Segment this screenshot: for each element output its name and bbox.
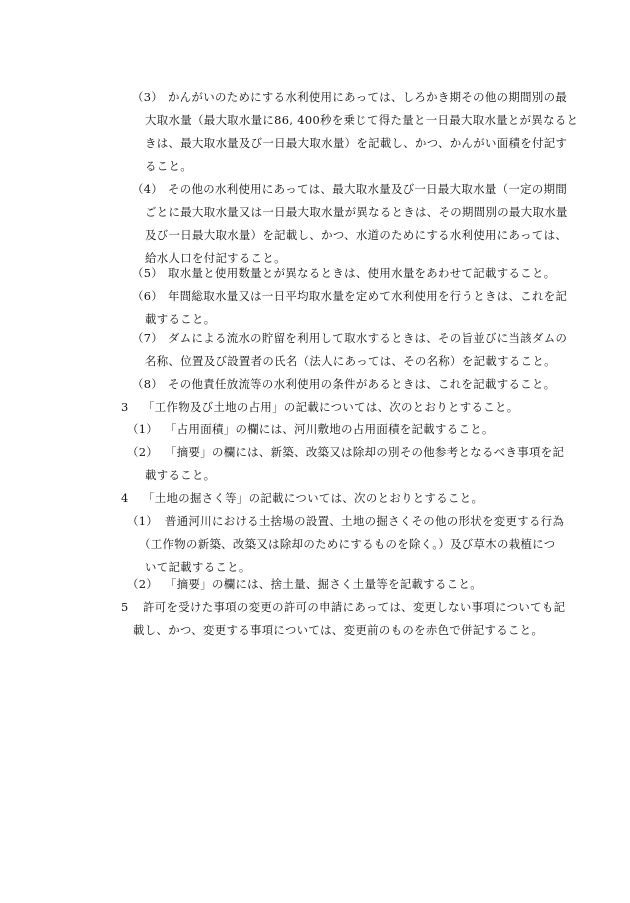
section-number: 4	[121, 491, 129, 505]
section-4-item-2	[127, 573, 482, 596]
list-item-5	[132, 262, 555, 285]
list-text-line: 普通河川における土捨場の設置、土地の掘さくその他の形状を変更する行為	[165, 514, 565, 528]
list-text-line: いて記載すること。	[145, 560, 251, 574]
list-item-8	[132, 373, 555, 396]
list-marker: （1）	[127, 514, 159, 528]
section-3-item-1	[127, 418, 494, 441]
section-3	[121, 396, 518, 419]
section-number: 3	[121, 400, 129, 414]
list-item-4	[132, 178, 568, 270]
section-text-line: 許可を受けた事項の変更の許可の申請にあっては、変更しない事項についても記	[143, 600, 566, 614]
list-item-6	[132, 285, 567, 331]
list-text-line: 年間総取水量又は一日平均取水量を定めて水利使用を行うときは、これを記	[168, 289, 568, 303]
list-text-line: 載すること。	[145, 312, 216, 326]
list-text-line: きは、最大取水量及び一日最大取水量）を記載し、かつ、かんがい面積を付記す	[145, 136, 568, 150]
section-4	[121, 487, 483, 510]
list-marker: （5）	[132, 266, 164, 280]
list-marker: （2）	[127, 577, 159, 591]
section-4-item-1	[127, 510, 564, 579]
list-text-line: 大取水量（最大取水量に86, 400秒を乗じて得た量と一日最大取水量とが異なると	[145, 113, 579, 127]
list-marker: （4）	[132, 182, 164, 196]
list-marker: （2）	[127, 445, 159, 459]
list-text-line: ダムによる流水の貯留を利用して取水するときは、その旨並びに当該ダムの	[168, 331, 568, 345]
list-text-line: その他の水利使用にあっては、最大取水量及び一日最大取水量（一定の期間	[168, 182, 568, 196]
list-marker: （6）	[132, 289, 164, 303]
list-text-line: 名称、位置及び設置者の氏名（法人にあっては、その名称）を記載すること。	[145, 354, 556, 368]
list-text-line: ごとに最大取水量又は一日最大取水量が異なるときは、その期間別の最大取水量	[145, 205, 568, 219]
list-item-7	[132, 327, 567, 373]
list-text-line: 載すること。	[145, 468, 216, 482]
list-text-line: 取水量と使用数量とが異なるときは、使用水量をあわせて記載すること。	[168, 266, 556, 280]
section-5	[121, 596, 565, 642]
list-text-line: 「摘要」の欄には、捨土量、掘さく土量等を記載すること。	[165, 577, 482, 591]
list-text-line: 「占用面積」の欄には、河川敷地の占用面積を記載すること。	[165, 422, 494, 436]
section-text-line: 載し、かつ、変更する事項については、変更前のものを赤色で併記すること。	[133, 623, 544, 637]
list-text-line: かんがいのためにする水利使用にあっては、しろかき期その他の期間別の最	[168, 90, 568, 104]
list-text-line: ること。	[145, 159, 192, 173]
list-marker: （3）	[132, 90, 164, 104]
list-text-line: 及び一日最大取水量）を記載し、かつ、水道のためにする水利使用にあっては、	[145, 228, 568, 242]
list-item-3	[132, 86, 578, 178]
list-marker: （7）	[132, 331, 164, 345]
list-text-line: その他責任放流等の水利使用の条件があるときは、これを記載すること。	[168, 377, 556, 391]
list-marker: （1）	[127, 422, 159, 436]
section-number: 5	[121, 600, 129, 614]
list-text-line: 「摘要」の欄には、新築、改築又は除却の別その他参考となるべき事項を記	[165, 445, 565, 459]
section-3-item-2	[127, 441, 564, 487]
section-heading: 「土地の掘さく等」の記載については、次のとおりとすること。	[143, 491, 484, 505]
list-marker: （8）	[132, 377, 164, 391]
list-text-line: （工作物の新築、改築又は除却のためにするものを除く。）及び草木の栽植につ	[139, 537, 556, 551]
section-heading: 「工作物及び土地の占用」の記載については、次のとおりとすること。	[143, 400, 519, 414]
list-text-line: 給水人口を付記すること。	[145, 251, 286, 265]
